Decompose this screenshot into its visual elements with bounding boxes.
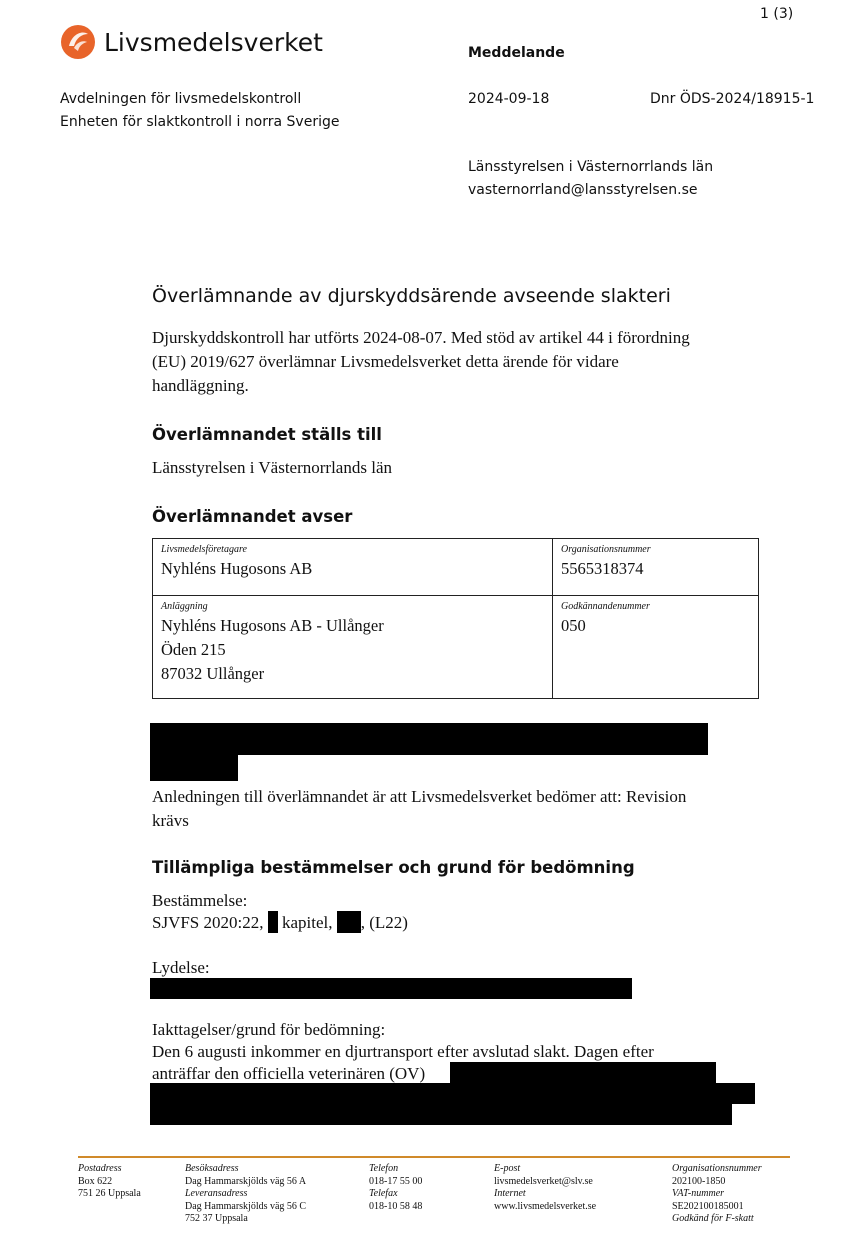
observations-line: Den 6 augusti inkommer en djurtransport efter avslutad slakt. Dagen efter (152, 1042, 654, 1061)
operator-cell (153, 539, 553, 596)
footer-label: Godkänd för F-skatt (672, 1213, 754, 1224)
reason-line: Anledningen till överlämnandet är att Livsmedelsverket bedömer att: Revision (152, 787, 687, 806)
footer-value: 018-10 58 48 (369, 1200, 423, 1212)
observations-line: anträffar den officiella veterinären (OV) (152, 1064, 426, 1083)
facility-line: Nyhléns Hugosons AB - Ullånger (161, 616, 384, 635)
redaction-inline (337, 911, 361, 933)
facility-cell (153, 596, 553, 699)
approval-number-value: 050 (561, 616, 586, 635)
document-date: 2024-09-18 (468, 91, 550, 107)
recipient-name: Länsstyrelsen i Västernorrlands län (468, 159, 714, 175)
reason-line: krävs (152, 811, 189, 830)
approval-number-label: Godkännandenummer (561, 601, 650, 612)
redaction-inline (268, 911, 278, 933)
footer-org (672, 1163, 762, 1226)
unit-line: Enheten för slaktkontroll i norra Sverige (60, 114, 340, 130)
footer-value: 751 26 Uppsala (78, 1188, 141, 1199)
footer-value: Dag Hammarskjölds väg 56 A (185, 1175, 307, 1187)
footer-divider (78, 1156, 790, 1158)
footer-label: Besöksadress (185, 1163, 239, 1174)
footer-phone (369, 1163, 422, 1213)
footer-value: Dag Hammarskjölds väg 56 C (185, 1200, 307, 1212)
logo-text: Livsmedelsverket (104, 27, 323, 57)
footer-visit (185, 1163, 306, 1226)
document-title: Överlämnande av djurskyddsärende avseende slakteri (152, 285, 671, 307)
bestammelse-text: SJVFS 2020:22, (152, 913, 268, 932)
document-type: Meddelande (468, 45, 565, 61)
footer-value: 752 37 Uppsala (185, 1213, 248, 1224)
table-row (153, 539, 759, 596)
footer-label: Telefax (369, 1188, 398, 1199)
intro-line: handläggning. (152, 376, 249, 395)
bestammelse-text: kapitel, (277, 913, 337, 932)
footer-contact (494, 1163, 596, 1213)
approval-number-cell (553, 596, 759, 699)
table-row (153, 596, 759, 699)
operator-value: Nyhléns Hugosons AB (161, 559, 313, 578)
footer-label: VAT-nummer (672, 1188, 725, 1199)
facility-line: Öden 215 (161, 640, 226, 659)
department-line: Avdelningen för livsmedelskontroll (60, 91, 302, 107)
intro-paragraph (152, 326, 690, 398)
lydelse-label: Lydelse: (152, 958, 210, 977)
redaction-block (150, 1083, 755, 1104)
footer-email-link[interactable]: livsmedelsverket@slv.se (494, 1175, 593, 1187)
org-number-label: Organisationsnummer (561, 544, 651, 555)
reason-paragraph (152, 785, 686, 833)
intro-line: (EU) 2019/627 överlämnar Livsmedelsverket detta ärende för vidare (152, 352, 619, 371)
subject-table (152, 538, 759, 699)
bestammelse-label: Bestämmelse: (152, 891, 248, 910)
redaction-block (150, 723, 708, 755)
footer-label: Leveransadress (185, 1188, 248, 1199)
facility-line: 87032 Ullånger (161, 664, 265, 683)
observations-label: Iakttagelser/grund för bedömning: (152, 1020, 386, 1039)
logo (60, 24, 323, 60)
footer-value: 018-17 55 00 (369, 1175, 423, 1187)
footer-label: Telefon (369, 1163, 399, 1174)
bestammelse-text: , (L22) (360, 913, 408, 932)
redaction-block (150, 978, 632, 999)
section-heading-rules: Tillämpliga bestämmelser och grund för bedömning (152, 858, 635, 877)
recipient-email: vasternorrland@lansstyrelsen.se (468, 182, 698, 198)
facility-label: Anläggning (161, 601, 208, 612)
footer-label: Postadress (78, 1163, 122, 1174)
bestammelse-value (152, 911, 408, 935)
footer-value: SE202100185001 (672, 1200, 744, 1212)
redaction-block (150, 755, 238, 781)
footer-label: E-post (494, 1163, 521, 1174)
footer-website-link[interactable]: www.livsmedelsverket.se (494, 1200, 597, 1212)
livsmedelsverket-logo-icon (60, 24, 96, 60)
page-number: 1 (3) (760, 6, 794, 22)
footer-value: 202100-1850 (672, 1175, 726, 1187)
org-number-cell (553, 539, 759, 596)
footer-value: Box 622 (78, 1175, 113, 1187)
intro-line: Djurskyddskontroll har utförts 2024-08-07. Med stöd av artikel 44 i förordning (152, 328, 690, 347)
section-heading-recipient: Överlämnandet ställs till (152, 425, 382, 444)
org-number-value: 5565318374 (561, 559, 644, 578)
redaction-block (150, 1104, 732, 1125)
operator-label: Livsmedelsföretagare (161, 544, 247, 555)
redaction-block (450, 1062, 716, 1084)
footer-postal (78, 1163, 141, 1201)
footer-label: Organisationsnummer (672, 1163, 762, 1174)
section-heading-subject: Överlämnandet avser (152, 507, 353, 526)
document-dnr: Dnr ÖDS-2024/18915-1 (650, 91, 815, 107)
footer-label: Internet (494, 1188, 526, 1199)
recipient-text: Länsstyrelsen i Västernorrlands län (152, 458, 392, 477)
